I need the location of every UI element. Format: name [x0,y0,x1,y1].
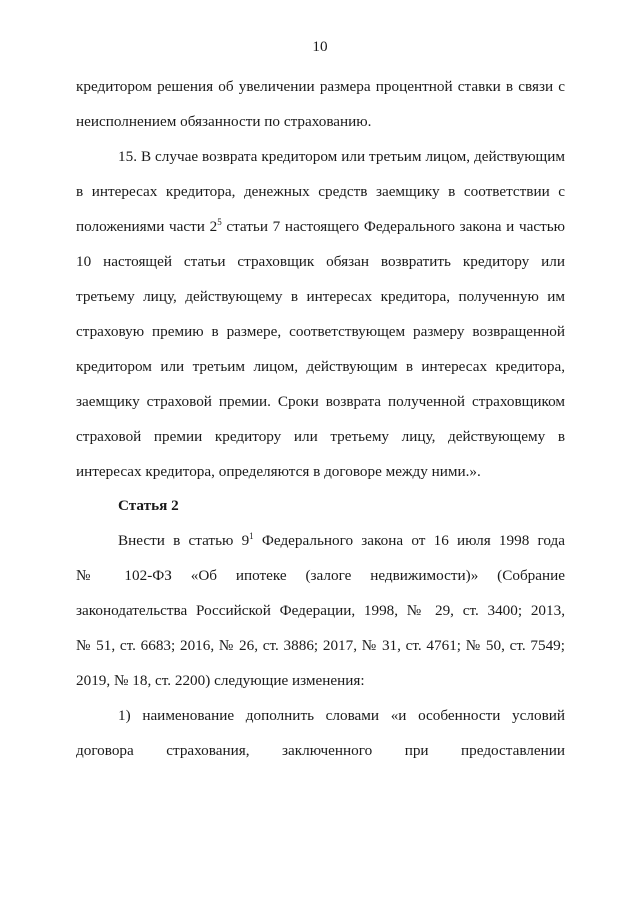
text-line: договора страхования, заключенного при предоставлении [76,742,565,759]
text-line: законодательства Российской Федерации, 1998, № 29, ст. 3400; 2013, [76,602,565,619]
superscript: 5 [217,217,222,227]
text-line: третьему лицу, действующему в интересах кредитора, полученную им [76,288,565,305]
text-line: кредитором или третьим лицом, действующим в интересах кредитора, [76,358,565,375]
text-line [76,217,565,237]
text-line: 1) наименование дополнить словами «и особенности условий [118,707,565,724]
text-line: кредитором решения об увеличении размера процентной ставки в связи с [76,78,565,95]
article-heading: Статья 2 [118,497,179,514]
text-line: заемщику страховой премии. Сроки возврата полученной страховщиком [76,393,565,410]
text-line: интересах кредитора, определяются в договоре между ними.». [76,463,481,480]
text-line: № 102-ФЗ «Об ипотеке (залоге недвижимости)» (Собрание [76,567,565,584]
text-line: страховую премию в размере, соответствующем размеру возвращенной [76,323,565,340]
text-line [118,531,565,551]
text-line: 15. В случае возврата кредитором или третьим лицом, действующим [118,148,565,165]
text-line: неисполнением обязанности по страхованию. [76,113,372,130]
text-fragment: Федерального закона от 16 июля 1998 года [253,532,565,549]
text-fragment: Внести в статью 9 [118,532,250,549]
text-fragment: положениями части 2 [76,218,218,235]
text-line: страховой премии кредитору или третьему лицу, действующему в [76,428,565,445]
text-line: 2019, № 18, ст. 2200) следующие изменения: [76,672,365,689]
text-line: в интересах кредитора, денежных средств заемщику в соответствии с [76,183,565,200]
superscript: 1 [249,531,254,541]
page-number: 10 [312,38,328,55]
text-line: 10 настоящей статьи страховщик обязан возвратить кредитору или [76,253,565,270]
text-line: № 51, ст. 6683; 2016, № 26, ст. 3886; 2017, № 31, ст. 4761; № 50, ст. 7549; [76,637,565,654]
text-fragment: статьи 7 настоящего Федерального закона и частью [221,218,566,235]
